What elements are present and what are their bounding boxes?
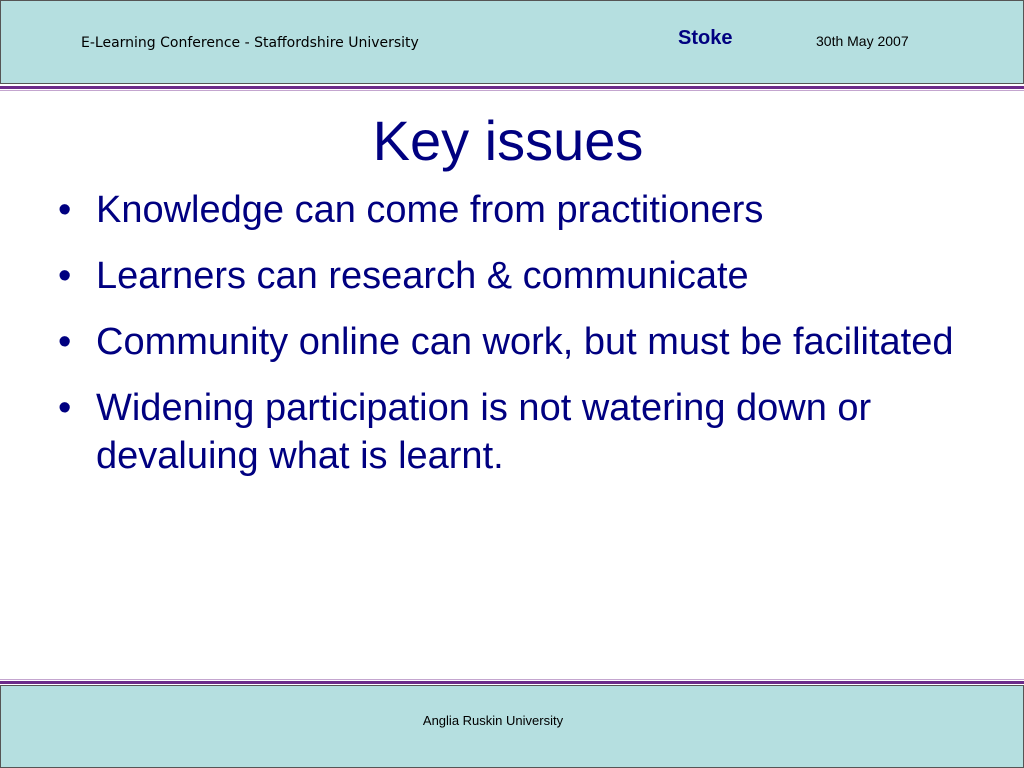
footer-organization: Anglia Ruskin University: [422, 713, 564, 728]
bullet-marker: •: [58, 321, 72, 363]
bullet-text: Knowledge can come from practitioners: [96, 189, 764, 231]
bullet-text: Widening participation is not watering down or devaluing what is learnt.: [96, 387, 872, 477]
footer-divider-thin: [0, 679, 1024, 680]
bullet-text: Learners can research & communicate: [96, 255, 749, 297]
header-band: [0, 0, 1024, 84]
bullet-text: Community online can work, but must be facilitated: [96, 321, 954, 363]
footer-divider: [0, 681, 1024, 684]
slide-title: Key issues: [372, 109, 644, 172]
bullet-marker: •: [58, 189, 72, 231]
bullet-item: [58, 384, 978, 480]
header-divider: [0, 86, 1024, 89]
header-divider-thin: [0, 90, 1024, 91]
footer-band: [0, 685, 1024, 768]
bullet-item: [58, 186, 978, 234]
date-label: 30th May 2007: [816, 33, 909, 49]
location-label: Stoke: [678, 27, 733, 49]
bullet-list: [58, 186, 978, 498]
bullet-item: [58, 252, 978, 300]
bullet-item: [58, 318, 978, 366]
bullet-marker: •: [58, 387, 72, 429]
conference-title: E-Learning Conference - Staffordshire University: [81, 35, 419, 51]
bullet-marker: •: [58, 255, 72, 297]
